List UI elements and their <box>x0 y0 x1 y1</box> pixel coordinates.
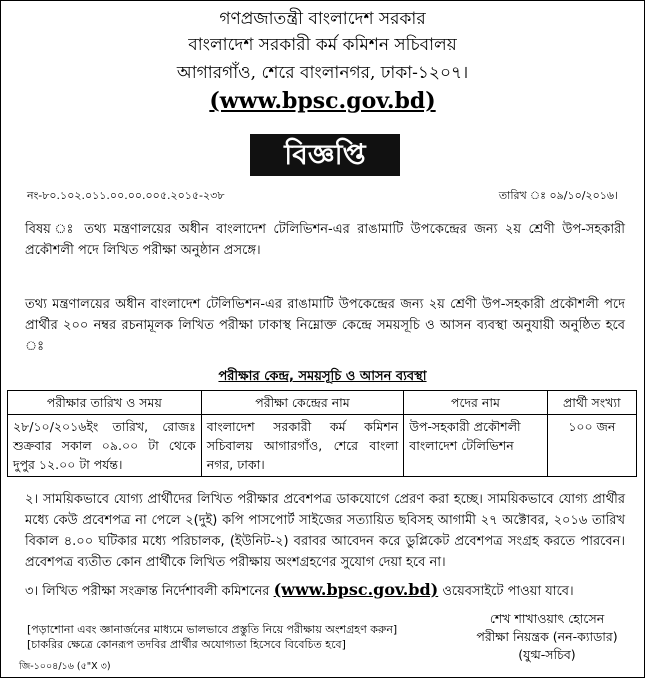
signature-block <box>467 610 627 664</box>
cell-datetime: ২৮/১০/২০১৬ইং তারিখ, রোজঃ শুক্রবার সকাল ০৯.০০ টা থেকে দুপুর ১২.০০ টা পর্যন্ত। <box>8 415 202 477</box>
cell-venue: বাংলাদেশ সরকারী কর্ম কমিশন সচিবালয় আগারগাঁও, শেরে বাংলা নগর, ঢাকা। <box>201 415 404 477</box>
instruction-line-1: [পড়াশোনা এবং জ্ঞানার্জনের মাধ্যমে ভালভাবে প্রস্তুতি নিয়ে পরীক্ষায় অংশগ্রহণ করুন] <box>27 623 398 636</box>
signatory-rank: (যুগ্ম-সচিব) <box>518 647 576 662</box>
signatory-name: শেখ শাখাওয়াৎ হোসেন <box>489 611 605 626</box>
instruction-line-2: [চাকরির ক্ষেত্রে কোনরূপ তদবির প্রার্থীর অযোগ্যতা হিসেবে বিবেচিত হবে] <box>27 638 346 651</box>
header-count: প্রার্থী সংখ্যা <box>547 391 636 415</box>
office-address: আগারগাঁও, শেরে বাংলানগর, ঢাকা-১২০৭। <box>176 63 469 83</box>
subject-paragraph: বিষয় ঃ তথ্য মন্ত্রণালয়ের অধীন বাংলাদেশ টেলিভিশন-এর রাঙামাটি উপকেন্দ্রের জন্য ২য় শ্রেণী উপ-সহকারী প্রকৌশলী পদে লিখিত পরীক্ষা অনুষ্ঠান প্রসঙ্গে। <box>25 222 625 258</box>
paragraph-3-suffix: ওয়েবসাইটে পাওয়া যাবে। <box>442 584 574 599</box>
paragraph-3-prefix: ৩। লিখিত পরীক্ষা সংক্রান্ত নির্দেশাবলী কমিশনের <box>25 584 270 599</box>
schedule-table <box>7 390 637 477</box>
cell-count: ১০০ জন <box>547 415 636 477</box>
body-paragraph: তথ্য মন্ত্রণালয়ের অধীন বাংলাদেশ টেলিভিশন-এর রাঙামাটি উপকেন্দ্রের জন্য ২য় শ্রেণী উপ-সহকারী প্রকৌশলী পদে প্রার্থীর ২০০ নম্বর রচনামূলক লিখিত পরীক্ষা ঢাকাস্থ নিম্নোক্ত কেন্দ্রে সময়সূচি ও আসন ব্যবস্থা অনুযায়ী অনুষ্ঠিত হবে ঃ <box>25 297 625 354</box>
instructions <box>27 622 397 652</box>
signatory-designation: পরীক্ষা নিয়ন্ত্রক (নন-ক্যাডার) <box>476 629 618 644</box>
paragraph-2: ২। সাময়িকভাবে যোগ্য প্রার্থীদের লিখিত পরীক্ষার প্রবেশপত্র ডাকযোগে প্রেরণ করা হচ্ছে। সাময়িকভাবে যোগ্য প্রার্থীর মধ্যে কেউ প্রবেশপত্র না পেলে ২(দুই) কপি পাসপোর্ট সাইজের সত্যায়িত ছবিসহ আগামী ২৭ অক্টোবর, ২০১৬ তারিখ বিকাল ৪.০০ ঘটিকার মধ্যে পরিচালক, (ইউনিট-২) বরাবর আবেদন করে ডুপ্লিকেট প্রবেশপত্র সংগ্রহ করতে পারবেন। প্রবেশপত্র ব্যতীত কোন প্রার্থীকে লিখিত পরীক্ষায় অংশগ্রহণের সুযোগ দেয়া হবে না। <box>25 492 625 570</box>
paragraph-3 <box>25 579 625 602</box>
office-name: বাংলাদেশ সরকারী কর্ম কমিশন সচিবালয় <box>188 35 457 55</box>
table-header-row <box>8 391 637 415</box>
header-datetime: পরীক্ষার তারিখ ও সময় <box>8 391 202 415</box>
table-title <box>1 367 644 388</box>
print-code: জি-১০০৪/১৬ (৫"X ৩) <box>19 661 111 672</box>
notice-date: তারিখ ঃ ০৯/১০/২০১৬। <box>498 189 618 202</box>
government-name: গণপ্রজাতন্ত্রী বাংলাদেশ সরকার <box>219 9 426 29</box>
table-title-text: পরীক্ষার কেন্দ্র, সময়সূচি ও আসন ব্যবস্থা <box>218 369 427 384</box>
header-post: পদের নাম <box>404 391 547 415</box>
header-venue: পরীক্ষা কেন্দ্রের নাম <box>201 391 404 415</box>
memo-number: নং-৮০.১০২.০১১.০০.০০.০০৫.২০১৫-২৩৮ <box>27 189 225 202</box>
website-link-2[interactable]: (www.bpsc.gov.bd) <box>273 580 439 599</box>
cell-post: উপ-সহকারী প্রকৌশলী বাংলাদেশ টেলিভিশন <box>404 415 547 477</box>
website-link[interactable]: (www.bpsc.gov.bd) <box>209 88 436 114</box>
table-row <box>8 415 637 477</box>
notice-title: বিজ্ঞপ্তি <box>250 134 400 176</box>
